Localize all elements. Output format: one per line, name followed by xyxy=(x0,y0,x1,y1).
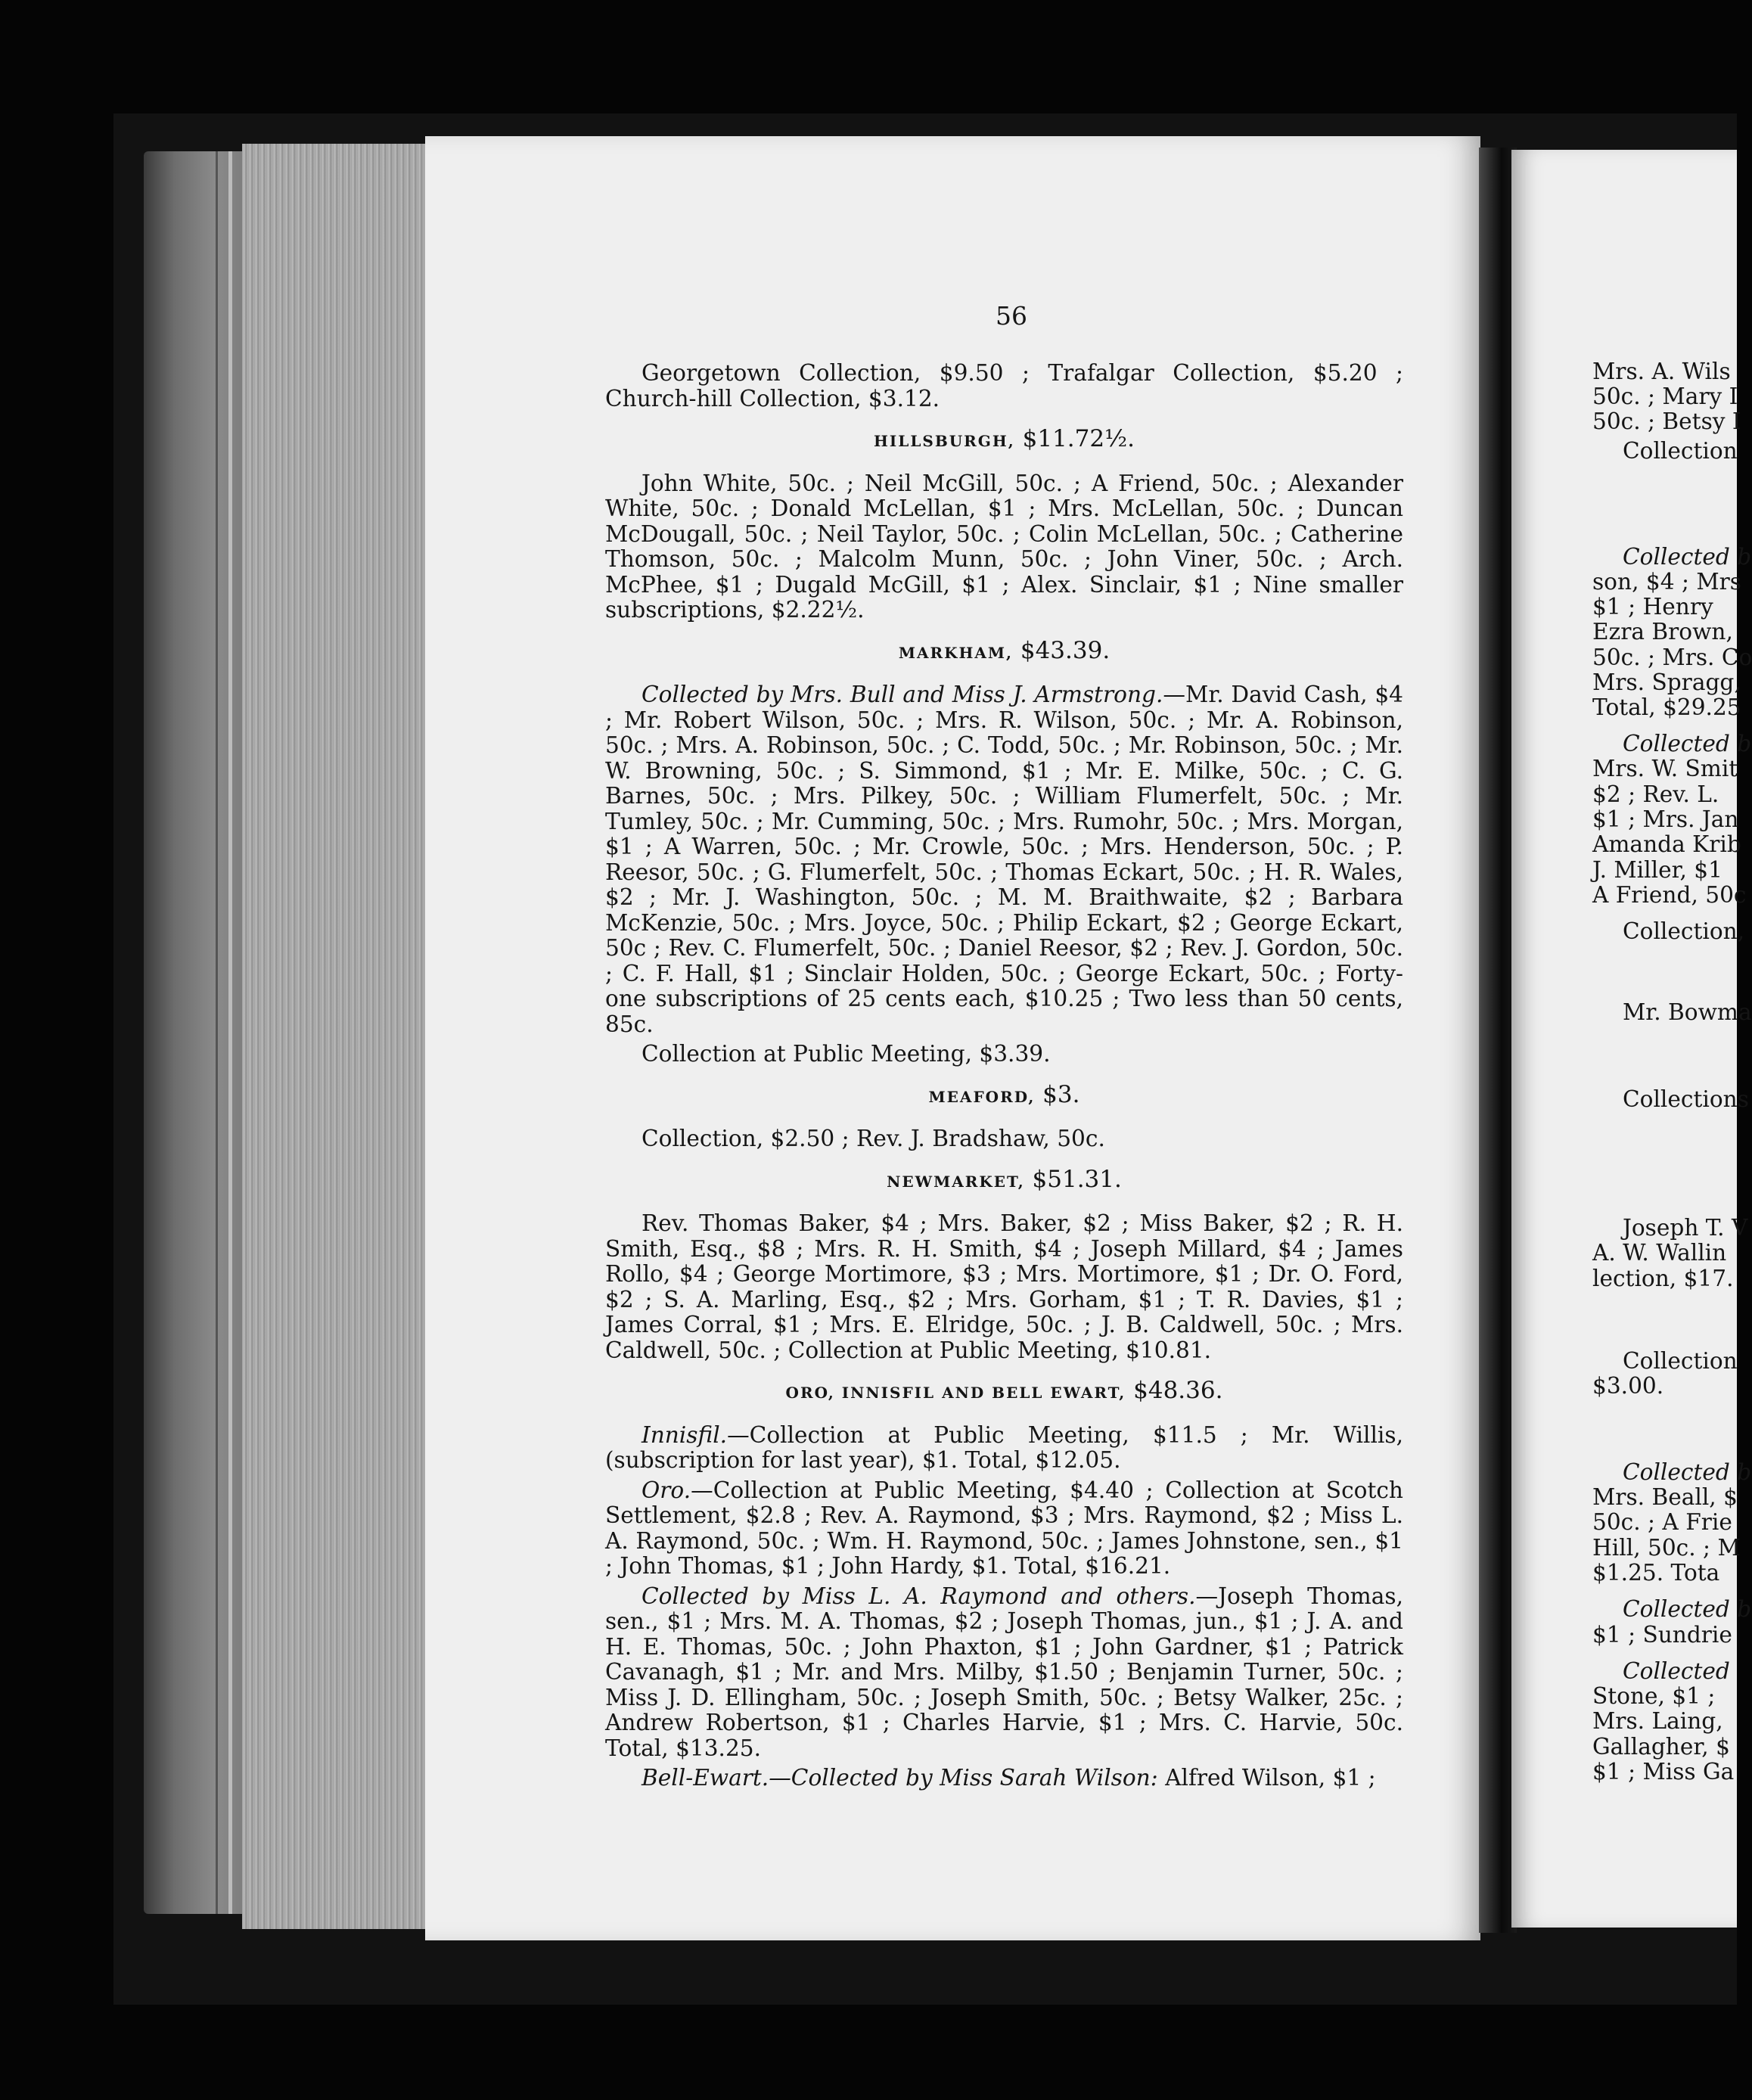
right-page-line: 50c. ; Betsy I xyxy=(1592,409,1741,434)
section-paragraph xyxy=(605,1042,1403,1067)
paragraph-text: —Mr. David Cash, $4 ; Mr. Robert Wilson, 50c. ; Mrs. R. Wilson, 50c. ; Mr. A. Robinson, 50c. ; Mrs. A. Robinson, 50c. ; C. Todd, 50c. ; Mr. Robinson, 50c. ; Mr. W. Browning, 50c. ; S. Simmond, $1 ; Mr. E. Milke, 50c. ; C. G. Barnes, 50c. ; Mrs. Pilkey, 50c. ; William Flumerfelt, 50c. ; Mr. Tumley, 50c. ; Mr. Cumming, 50c. ; Mrs. Rumohr, 50c. ; Mrs. Morgan, $1 ; A Warren, 50c. ; Mr. Crowle, 50c. ; Mrs. Henderson, 50c. ; P. Reesor, 50c. ; G. Flumerfelt, 50c. ; Thomas Eckart, 50c. ; H. R. Wales, $2 ; Mr. J. Washington, 50c. ; M. M. Braithwaite, $2 ; Barbara McKenzie, 50c. ; Mrs. Joyce, 50c. ; Philip Eckart, $2 ; George Eckart, 50c ; Rev. C. Flumerfelt, 50c. ; Daniel Reesor, $2 ; Rev. J. Gordon, 50c. ; C. F. Hall, $1 ; Sinclair Holden, 50c. ; George Eckart, 50c. ; Forty-one subscriptions of 25 cents each, $10.25 ; Two less than 50 cents, 85c. xyxy=(605,682,1404,1037)
right-page-line: $2 ; Rev. L. xyxy=(1592,781,1719,807)
section-heading xyxy=(605,427,1403,455)
section-heading xyxy=(605,1378,1403,1406)
right-page-line: Collected b xyxy=(1623,1459,1752,1485)
right-page-line: J. Miller, $1 xyxy=(1592,857,1722,883)
right-page-line: Gallagher, $ xyxy=(1592,1734,1730,1760)
section-heading xyxy=(605,638,1403,666)
right-page-line: Collected b xyxy=(1623,1596,1752,1622)
right-page-line: Collected b xyxy=(1623,544,1752,570)
right-page-line: A Friend, 50c xyxy=(1592,882,1747,908)
right-page-line: 50c. ; A Frie xyxy=(1592,1509,1732,1535)
right-page-line: Mrs. W. Smit xyxy=(1592,756,1738,781)
right-page-line: Mrs. Beall, $ xyxy=(1592,1484,1738,1510)
section-amount: $11.72½. xyxy=(1014,425,1135,452)
paragraph-text: John White, 50c. ; Neil McGill, 50c. ; A Friend, 50c. ; Alexander White, 50c. ; Donald McLellan, $1 ; Mrs. McLellan, 50c. ; Duncan McDougall, 50c. ; Neil Taylor, 50c. ; Colin McLellan, 50c. ; Catherine Thomson, 50c. ; Malcolm Munn, 50c. ; John Viner, 50c. ; Arch. McPhee, $1 ; Dugald McGill, $1 ; Alex. Sinclair, $1 ; Nine smaller subscriptions, $2.22½. xyxy=(605,470,1403,623)
section-amount: $48.36. xyxy=(1126,1377,1223,1404)
right-page-line: Mrs. A. Wils xyxy=(1592,359,1731,384)
right-page-line: $1 ; Henry xyxy=(1592,594,1713,620)
paragraph-text: Alfred Wilson, $1 ; xyxy=(1157,1765,1376,1791)
section-paragraph xyxy=(605,1126,1403,1152)
paragraph-lead: Oro. xyxy=(641,1477,691,1503)
section-paragraph xyxy=(605,1478,1403,1580)
right-page-line: lection, $17. xyxy=(1592,1266,1734,1291)
right-page-line: Total, $29.25 xyxy=(1592,694,1741,720)
section-amount: $43.39. xyxy=(1013,636,1111,664)
paragraph-text: —Joseph Thomas, sen., $1 ; Mrs. M. A. Thomas, $2 ; Joseph Thomas, jun., $1 ; J. A. and H. E. Thomas, 50c. ; John Phaxton, $1 ; John Gardner, $1 ; Patrick Cavanagh, $1 ; Mr. and Mrs. Milby, $1.50 ; Benjamin Turner, 50c. ; Miss J. D. Ellingham, 50c. ; Joseph Smith, 50c. ; Betsy Walker, 25c. ; Andrew Robertson, $1 ; Charles Harvie, $1 ; Mrs. C. Harvie, 50c. Total, $13.25. xyxy=(605,1583,1403,1761)
section-heading xyxy=(605,1167,1403,1195)
paragraph-text: Collection, $2.50 ; Rev. J. Bradshaw, 50c. xyxy=(641,1126,1105,1151)
section-paragraph xyxy=(605,1211,1403,1363)
right-page-line: Collected b xyxy=(1623,731,1752,756)
section-place: MEAFORD, xyxy=(928,1087,1036,1106)
section-amount: $51.31. xyxy=(1024,1165,1122,1193)
right-page-line: Mrs. Laing, xyxy=(1592,1708,1723,1734)
right-page-line: $1.25. Tota xyxy=(1592,1560,1720,1586)
right-page-line: Collection xyxy=(1623,438,1738,464)
section-place: ORO, INNISFIL AND BELL EWART, xyxy=(785,1384,1126,1402)
right-page-line: $3.00. xyxy=(1592,1373,1664,1399)
right-page-line: Collection xyxy=(1623,1348,1738,1374)
section-paragraph xyxy=(605,1423,1403,1474)
intro-paragraph: Georgetown Collection, $9.50 ; Trafalgar Collection, $5.20 ; Church-hill Collection, $3.12. xyxy=(605,360,1403,412)
paragraph-lead: Collected by Miss L. A. Raymond and others. xyxy=(641,1583,1196,1609)
right-page-line: Joseph T. V xyxy=(1623,1215,1748,1241)
right-page-line: 50c. ; Mary I xyxy=(1592,384,1738,409)
section-paragraph xyxy=(605,1766,1403,1791)
section-heading xyxy=(605,1080,1403,1111)
paragraph-text: —Collection at Public Meeting, $11.5 ; Mr. Willis, (subscription for last year), $1. Total, $12.05. xyxy=(605,1421,1403,1473)
section-place: MARKHAM, xyxy=(898,643,1013,662)
paragraph-lead: Innisfil. xyxy=(641,1421,728,1448)
section-paragraph xyxy=(605,471,1403,623)
paragraph-text: Rev. Thomas Baker, $4 ; Mrs. Baker, $2 ; Miss Baker, $2 ; R. H. Smith, Esq., $8 ; Mrs. R. H. Smith, $4 ; Joseph Millard, $4 ; James Rollo, $4 ; George Mortimore, $3 ; Mrs. Mortimore, $1 ; Dr. O. Ford, $2 ; S. A. Marling, Esq., $2 ; Mrs. Gorham, $1 ; T. R. Davies, $1 ; James Corral, $1 ; Mrs. E. Elridge, 50c. ; J. B. Caldwell, 50c. ; Mrs. Caldwell, 50c. ; Collection at Public Meeting, $10.81. xyxy=(605,1210,1403,1363)
page-edges xyxy=(242,144,427,1929)
section-place: NEWMARKET, xyxy=(887,1172,1025,1191)
right-page-line: Amanda Krib xyxy=(1592,831,1741,857)
right-page-line: A. W. Wallin xyxy=(1592,1240,1727,1266)
right-page-line: $1 ; Mrs. Jan xyxy=(1592,806,1739,832)
section-amount: $3. xyxy=(1035,1080,1080,1108)
right-page-line: Hill, 50c. ; M xyxy=(1592,1535,1741,1561)
right-page-line: Mr. Bowma xyxy=(1623,999,1752,1025)
paragraph-lead: Collected by Mrs. Bull and Miss J. Armstrong. xyxy=(641,682,1163,707)
page-number: 56 xyxy=(996,301,1027,331)
section-place: HILLSBURGH, xyxy=(874,432,1015,450)
right-page-line: Collection, xyxy=(1623,918,1745,944)
right-page-line: Mrs. Spragg, xyxy=(1592,669,1741,695)
right-page-line: Collected xyxy=(1623,1658,1730,1684)
right-page-line: Stone, $1 ; xyxy=(1592,1683,1716,1709)
paragraph-text: —Collection at Public Meeting, $4.40 ; Collection at Scotch Settlement, $2.8 ; Rev. A. Raymond, $3 ; Mrs. Raymond, $2 ; Miss L. A. Raymond, 50c. ; Wm. H. Raymond, 50c. ; James Johnstone, sen., $1 ; John Thomas, $1 ; John Hardy, $1. Total, $16.21. xyxy=(605,1477,1403,1579)
right-page-line: Collections xyxy=(1623,1086,1749,1112)
left-page-text xyxy=(605,299,1403,1791)
right-page-line: $1 ; Sundrie xyxy=(1592,1622,1732,1648)
section-paragraph xyxy=(605,682,1403,1037)
right-page-line: son, $4 ; Mrs xyxy=(1592,569,1741,595)
paragraph-text: Collection at Public Meeting, $3.39. xyxy=(641,1041,1051,1067)
right-page-line: 50c. ; Mrs. Co xyxy=(1592,645,1752,670)
section-paragraph xyxy=(605,1584,1403,1762)
paragraph-lead: Bell-Ewart.—Collected by Miss Sarah Wilson: xyxy=(641,1765,1158,1791)
right-page-line: $1 ; Miss Ga xyxy=(1592,1759,1735,1785)
right-page-line: Ezra Brown, xyxy=(1592,619,1733,645)
